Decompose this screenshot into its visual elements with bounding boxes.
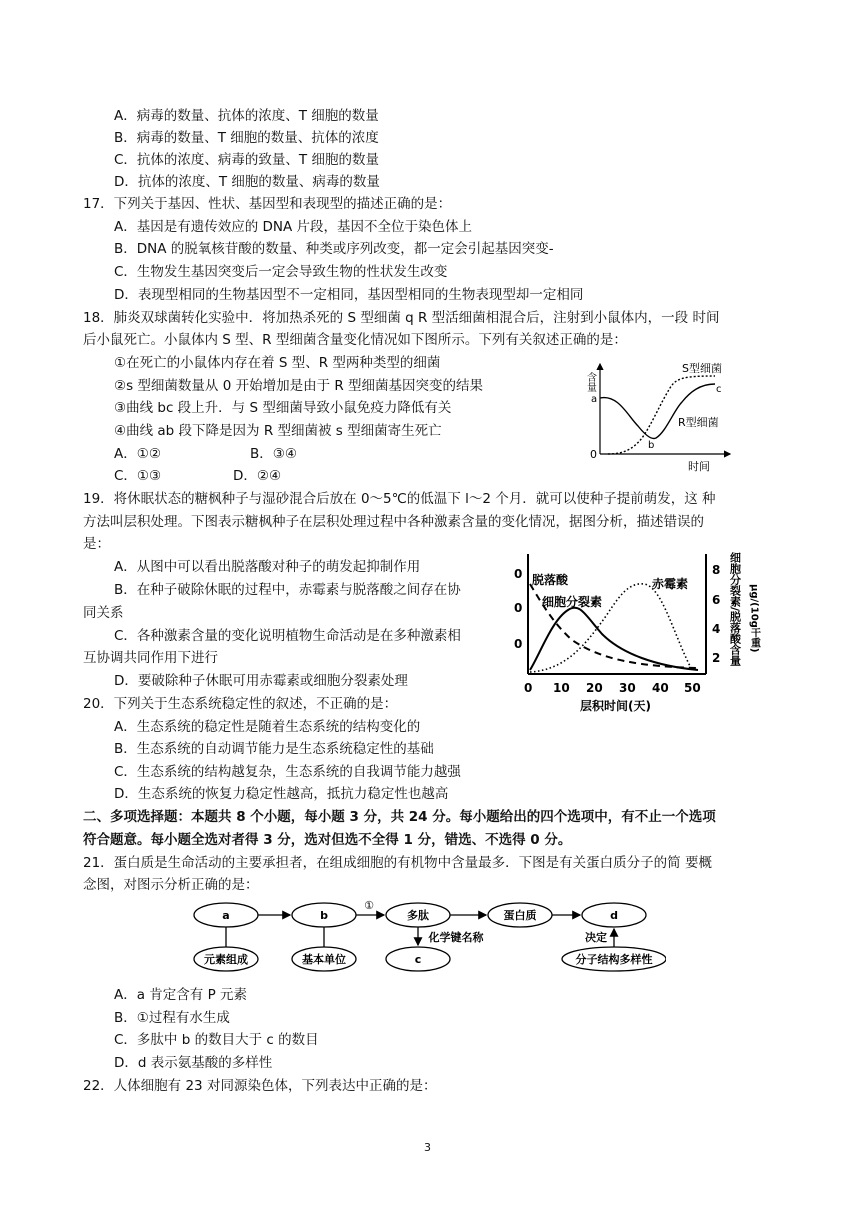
q17-option-c: C．生物发生基因突变后一定会导致生物的性状发生改变 — [114, 264, 448, 280]
q19-option-c: C．各种激素含量的变化说明植物生命活动是在多种激素相 — [114, 628, 461, 644]
section2-heading-line1: 二、多项选择题：本题共 8 个小题，每小题 3 分，共 24 分。每小题给出的四个选项中，有不止一个选项 — [83, 809, 716, 825]
q18-option-c: C．①③ — [114, 468, 162, 484]
q17-option-a: A．基因是有遗传效应的 DNA 片段，基因不全位于染色体上 — [114, 219, 473, 235]
q18-point-c: c — [716, 384, 722, 395]
label-elements: 元素组成 — [204, 953, 248, 966]
q19-right-tick-6: 6 — [712, 593, 721, 607]
label-c: c — [414, 953, 422, 966]
q19-xtick-30: 30 — [619, 681, 636, 695]
q19-hormone-graph — [506, 544, 776, 716]
q19-cytokinin-curve — [530, 608, 698, 670]
label-b: b — [320, 909, 328, 922]
q20-stem: 20．下列关于生态系统稳定性的叙述，不正确的是： — [83, 696, 398, 712]
q20-option-a: A．生态系统的稳定性是随着生态系统的结构变化的 — [114, 719, 421, 735]
label-diversity: 分子结构多样性 — [575, 953, 653, 966]
q20-option-b: B．生态系统的自动调节能力是生态系统稳定性的基础 — [114, 741, 434, 757]
q18-point-b: b — [648, 440, 655, 451]
q21-stem-line1: 21．蛋白质是生命活动的主要承担者，在组成细胞的有机物中含量最多．下图是有关蛋白质分子的简 要概 — [83, 855, 712, 871]
label-step-1: ① — [364, 899, 374, 912]
q19-right-tick-8: 8 — [712, 563, 721, 577]
q18-origin-label: 0 — [590, 448, 597, 461]
q18-s-label: S型细菌 — [682, 362, 722, 375]
q19-option-b: B．在种子破除休眠的过程中，赤霉素与脱落酸之间存在协 — [114, 582, 461, 598]
q19-ylabel-unit: μg/(10g干重) — [748, 584, 760, 653]
section2-heading-line2: 符合题意。每小题全选对者得 3 分，选对但选不全得 1 分，错选、不选得 0 分。 — [83, 832, 572, 848]
label-polypeptide: 多肽 — [407, 909, 429, 922]
q18-option-d: D．②④ — [233, 468, 282, 484]
q18-statement-3: ③曲线 bc 段上升．与 S 型细菌导致小鼠免疫力降低有关 — [114, 400, 452, 416]
q19-right-tick-4: 4 — [712, 622, 721, 636]
q18-option-b: B．③④ — [250, 446, 297, 462]
label-a: a — [222, 909, 230, 922]
label-decides: 决定 — [585, 931, 607, 944]
q18-r-label: R型细菌 — [678, 416, 719, 429]
q18-point-a: a — [591, 394, 598, 405]
q19-xlabel: 层积时间(天) — [580, 699, 651, 713]
q21-concept-diagram — [186, 896, 666, 978]
q19-xtick-10: 10 — [553, 681, 570, 695]
q19-left-tick-1: 0 — [514, 567, 523, 581]
q21-stem-line2: 念图，对图示分析正确的是： — [83, 877, 259, 893]
q19-label-cytokinin: 细胞分裂素 — [542, 595, 603, 609]
q19-xtick-50: 50 — [684, 681, 701, 695]
q18-bacteria-graph — [570, 358, 740, 476]
q18-stem-line1: 18．肺炎双球菌转化实验中．将加热杀死的 S 型细菌 q R 型活细菌相混合后，注射到小鼠体内，一段 时间 — [83, 310, 720, 326]
q21-option-c: C．多肽中 b 的数目大于 c 的数目 — [114, 1032, 319, 1048]
q19-xtick-0: 0 — [524, 681, 533, 695]
q19-left-tick-3: 0 — [514, 637, 523, 651]
label-basic-unit: 基本单位 — [302, 953, 346, 966]
q19-stem-line3: 是： — [83, 536, 110, 552]
q19-label-gibberellin: 赤霉素 — [652, 577, 689, 591]
q17-option-d: D．表现型相同的生物基因型不一定相同，基因型相同的生物表现型却一定相同 — [114, 287, 584, 303]
q19-stem-line1: 19．将休眠状态的糖枫种子与湿砂混合后放在 0～5℃的低温下 l～2 个月．就可以使种子提前萌发，这 种 — [83, 491, 716, 507]
q16-option-a: A．病毒的数量、抗体的浓度、T 细胞的数量 — [114, 108, 379, 124]
q19-stem-line2: 方法叫层积处理。下图表示糖枫种子在层积处理过程中各种激素含量的变化情况，据图分析，描述错误的 — [83, 514, 704, 530]
q19-label-aba: 脱落酸 — [532, 573, 569, 587]
q21-option-b: B．①过程有水生成 — [114, 1010, 230, 1026]
q19-xtick-20: 20 — [586, 681, 603, 695]
q19-right-tick-2: 2 — [712, 651, 721, 665]
q19-xtick-40: 40 — [652, 681, 669, 695]
q18-option-a: A．①② — [114, 446, 161, 462]
q18-statement-4: ④曲线 ab 段下降是因为 R 型细菌被 s 型细菌寄生死亡 — [114, 423, 442, 439]
q18-xlabel: 时间 — [688, 460, 710, 473]
q18-stem-line2: 后小鼠死亡。小鼠体内 S 型、R 型细菌含量变化情况如下图所示。下列有关叙述正确的是： — [83, 332, 627, 348]
q19-option-d: D．要破除种子休眠可用赤霉素或细胞分裂素处理 — [114, 673, 408, 689]
q18-statement-2: ②s 型细菌数量从 0 开始增加是由于 R 型细菌基因突变的结果 — [114, 378, 484, 394]
q19-option-b-cont: 同关系 — [83, 605, 124, 621]
q22-stem: 22．人体细胞有 23 对同源染色体，下列表达中正确的是： — [83, 1078, 437, 1094]
q16-option-c: C．抗体的浓度、病毒的致量、T 细胞的数量 — [114, 152, 379, 168]
q20-option-c: C．生态系统的结构越复杂，生态系统的自我调节能力越强 — [114, 764, 461, 780]
q19-left-tick-2: 0 — [514, 601, 523, 615]
q18-ylabel: 含量 — [584, 372, 596, 392]
page-number: 3 — [424, 1141, 431, 1154]
label-protein: 蛋白质 — [503, 909, 537, 922]
q19-ylabel-right: 细胞分裂素/脱落酸含量 — [728, 552, 742, 667]
q16-option-d: D．抗体的浓度、T 细胞的数量、病毒的数量 — [114, 174, 380, 190]
q17-stem: 17．下列关于基因、性状、基因型和表现型的描述正确的是： — [83, 196, 452, 212]
q19-option-c-cont: 互协调共同作用下进行 — [83, 650, 218, 666]
q21-option-a: A．a 肯定含有 P 元素 — [114, 987, 248, 1003]
q18-statement-1: ①在死亡的小鼠体内存在着 S 型、R 型两种类型的细菌 — [114, 355, 441, 371]
q16-option-b: B．病毒的数量、T 细胞的数量、抗体的浓度 — [114, 130, 379, 146]
label-d: d — [610, 909, 618, 922]
q20-option-d: D．生态系统的恢复力稳定性越高，抵抗力稳定性也越高 — [114, 786, 449, 802]
q19-option-a: A．从图中可以看出脱落酸对种子的萌发起抑制作用 — [114, 559, 421, 575]
q21-option-d: D．d 表示氨基酸的多样性 — [114, 1055, 273, 1071]
label-chem-bond: 化学键名称 — [428, 931, 484, 944]
q17-option-b: B．DNA 的脱氧核苷酸的数量、种类或序列改变，都一定会引起基因突变- — [114, 241, 554, 257]
